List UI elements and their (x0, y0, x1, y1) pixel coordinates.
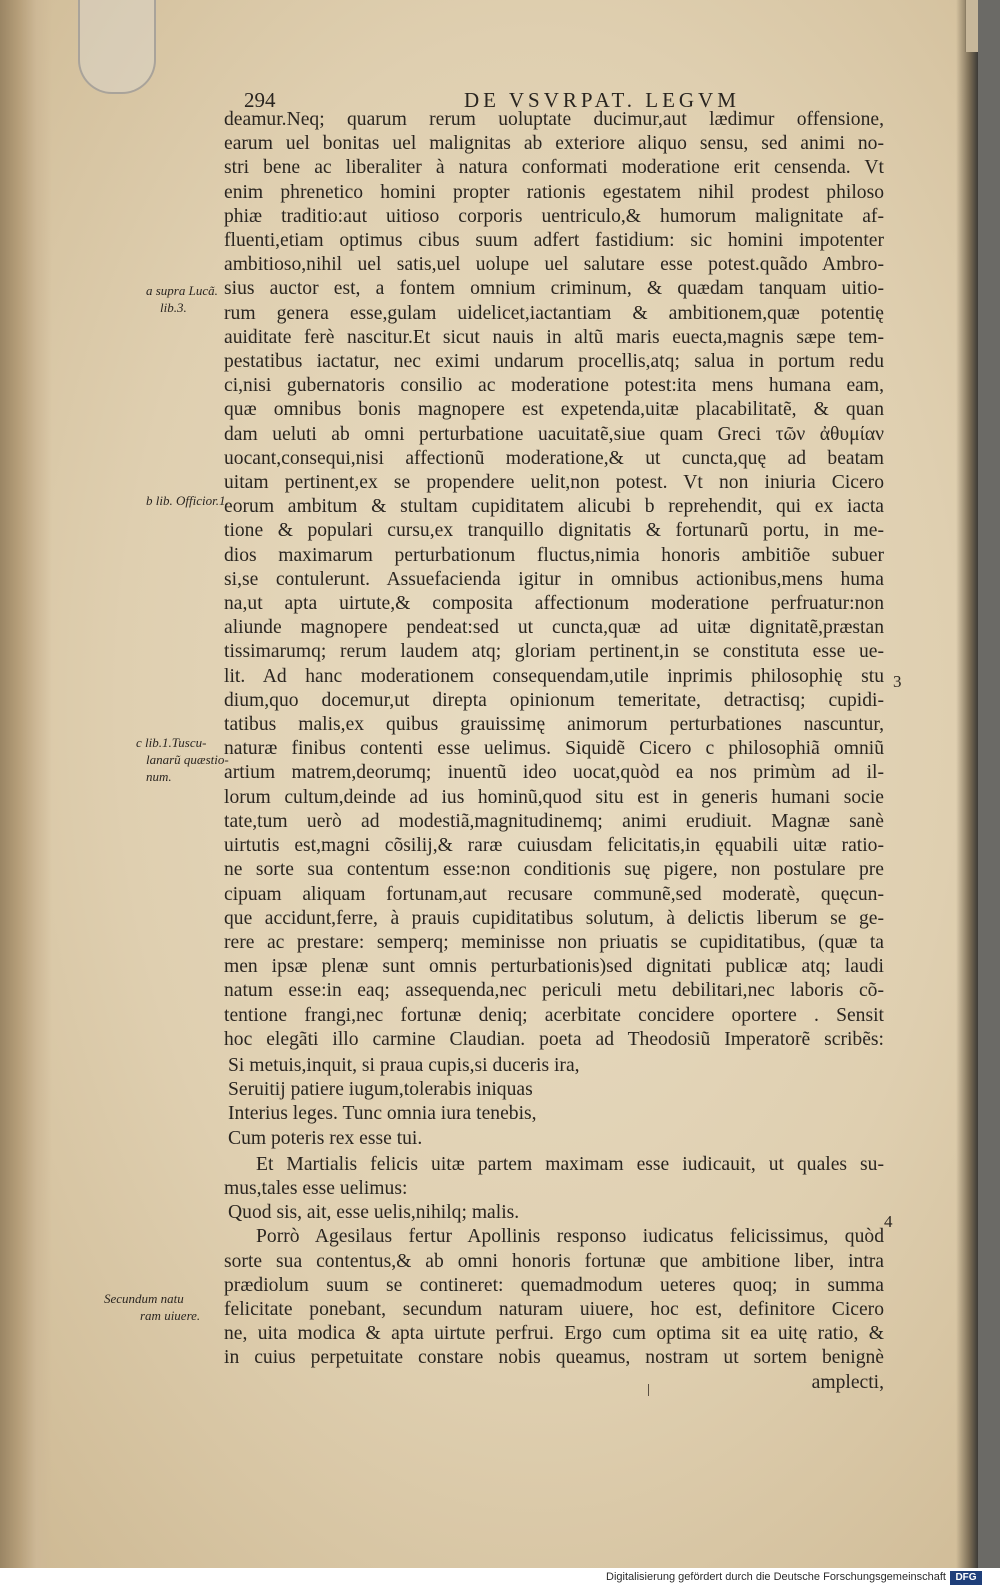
text-line: lorum cultum,deinde ad ius hominũ,quod situ est in generis humani socie (224, 786, 884, 808)
text-line: men ipsæ plenæ sunt omnis perturbationis)sed dignitati publicæ atq; laudi (224, 956, 884, 978)
text-line: ne sorte sua contentum esse:non conditionis suę pigere, non postulare pre (224, 859, 884, 881)
marginal-note-a: a supra Lucã. lib.3. (146, 283, 218, 315)
verse-claudian (224, 1054, 884, 1151)
text-line: uitam pertinent,ex se propendere uelit,non potest. Vt non iniuria Cicero (224, 472, 884, 494)
running-title: DE VSVRPAT. LEGVM (464, 88, 740, 112)
text-line: fluenti,etiam optimus cibus suum adfert fastidium: sic homini impotenter (224, 230, 884, 252)
text-line: cipuam aliquam fortunam,aut recusare communẽ,sed moderatè, quęcun- (224, 883, 884, 905)
text-line: Seruitij patiere iugum,tolerabis iniquas (228, 1079, 533, 1101)
text-line: mus,tales esse uelimus: (224, 1177, 408, 1199)
text-line: stri bene ac liberaliter à natura conformati moderatione erit censenda. Vt (224, 157, 884, 179)
section-number-4: 4 (884, 1212, 893, 1231)
text-line: rum genera esse,gulam uidelicet,iactantiam & ambitionem,quæ potentię (224, 302, 884, 324)
text-line: Interius leges. Tunc omnia iura tenebis, (228, 1103, 537, 1125)
text-line: tatibus malis,ex quibus grauissimę animorum perturbationes nascuntur, (224, 714, 884, 736)
agesilaus-paragraph (224, 1225, 884, 1370)
text-line: phiæ traditio:aut uitioso corporis uentriculo,& humorum malignitate af- (224, 205, 884, 227)
text-line: Si metuis,inquit, si praua cupis,si duceris ira, (228, 1054, 580, 1076)
text-line: lit. Ad hanc moderationem consequendam,utile inprimis philosophię stu (224, 665, 884, 687)
section-number-3: 3 (893, 672, 902, 691)
text-line: naturæ finibus contenti esse uelimus. Siquidẽ Cicero c philosophiã omniũ (224, 738, 884, 760)
text-line: hoc elegãti illo carmine Claudian. poeta ad Theodosiũ Imperatorẽ scribẽs: (224, 1028, 884, 1050)
text-line: ci,nisi gubernatoris consilio ac moderatione potest:ita mens humana eam, (224, 375, 884, 397)
text-line: ne, uita modica & apta uirtute perfrui. Ergo cum optima sit ea uitę ratio, & (224, 1323, 884, 1345)
text-line: Porrò Agesilaus fertur Apollinis responso iudicatus felicissimus, quòd (256, 1226, 884, 1248)
text-line: artium matrem,deorumq; inuentũ ideo uocat,quòd ea nos primùm ad il- (224, 762, 884, 784)
text-line: in cuius perpetuitate constare nobis queamus, nostram ut sortem benignè (224, 1347, 884, 1369)
text-line: tate,tum uerò ad modestiã,magnitudinemq; animi erudiuit. Magnæ sanè (224, 810, 884, 832)
marginal-note-d: Secundum natu ram uiuere. (104, 1291, 201, 1323)
main-text (224, 108, 884, 1395)
dfg-logo: DFG (950, 1571, 982, 1585)
text-line: dam ueluti ab omni perturbatione uacuitatẽ,siue quam Greci τῶν ἀθυμίαν (224, 423, 884, 445)
martial-paragraph (224, 1153, 884, 1201)
text-line: rere ac prestare: semperq; meminisse non priuatis se cupiditatibus, (quæ ta (224, 931, 884, 953)
text-line: natum esse:in eaq; assequenda,nec periculi metu debilitari,nec laboris cõ- (224, 980, 884, 1002)
text-line: uocant,consequi,nisi affectionũ moderatione,& ut cuncta,quę ad beatam (224, 447, 884, 469)
text-line: pestatibus iactatur, nec eximi undarum procellis,atq; salua in portum redu (224, 351, 884, 373)
text-line: sius auctor est, a fontem omnium criminum, & quædam tanquam uitio- (224, 278, 884, 300)
text-line: sorte sua contentus,& ab omni honoris fortunæ que ambitione liber, intra (224, 1250, 884, 1272)
text-line: tissimarumq; rerum laudem atq; gloriam pertinent,in se constituta esse ue- (224, 641, 884, 663)
text-line: tione & populari cursu,ex tranquillo dignitatis & fortunarũ portu, in me- (224, 520, 884, 542)
text-line: dios maximarum perturbationum fluctus,nimia honoris ambitiõe subuer (224, 544, 884, 566)
page-clip (78, 0, 156, 94)
text-line: aliunde magnopere pendeat:sed ut cuncta,quæ ad uitæ dignitatẽ,præstan (224, 617, 884, 639)
verse-martial: Quod sis, ait, esse uelis,nihilq; malis. (228, 1202, 520, 1224)
page-tab (965, 0, 978, 52)
footer-credit: Digitalisierung gefördert durch die Deutsche Forschungsgemeinschaft (606, 1571, 946, 1583)
catchword: amplecti, (811, 1371, 884, 1393)
marginal-note-b: b lib. Officior.1. (146, 493, 229, 508)
body-text (224, 108, 884, 1052)
text-line: dium,quo docemur,ut direpta opinionum temeritate, detractisq; cupidi- (224, 689, 884, 711)
text-line: prædiolum suum se contineret: quemadmodum ueteres quoq; in summa (224, 1274, 884, 1296)
text-line: na,ut apta uirtute,& composita affectionum moderatione perfruatur:non (224, 593, 884, 615)
page-edge-shadow (956, 0, 978, 1568)
printer-mark (648, 1384, 649, 1396)
text-line: ambitioso,nihil uel satis,uel uolupe uel salutare esse potest.quãdo Ambro- (224, 254, 884, 276)
text-line: enim phrenetico homini propter rationis egestatem nihil prodest philoso (224, 181, 884, 203)
text-line: si,se contulerunt. Assuefacienda igitur in omnibus actionibus,mens huma (224, 568, 884, 590)
text-line: tentione frangi,nec fortunæ deniq; acerbitate concidere oportere . Sensit (224, 1004, 884, 1026)
text-line: eorum ambitum & stultam cupiditatem alicubi b reprehendit, qui ex iacta (224, 496, 884, 518)
text-line: auiditate ferè nascitur.Et sicut nauis in altũ maris euecta,magnis sæpe tem- (224, 326, 884, 348)
text-line: deamur.Neq; quarum rerum uoluptate ducimur,aut lædimur offensione, (224, 109, 884, 130)
digitization-footer (0, 1568, 1000, 1589)
text-line: felicitate ponebant, secundum naturam uiuere, hoc est, definitore Cicero (224, 1298, 884, 1320)
text-line: Et Martialis felicis uitæ partem maximam esse iudicauit, ut quales su- (256, 1153, 884, 1175)
text-line: uirtutis est,magni cõsilij,& raræ cuiusdam felicitatis,in ęquabili uitæ ratio- (224, 835, 884, 857)
book-gutter (0, 0, 52, 1568)
marginal-note-c: c lib.1.Tuscu- lanarũ quæstio- num. (136, 735, 229, 784)
text-line: earum uel bonitas uel malignitas ab exteriore aliquo sensu, sed animi no- (224, 133, 884, 155)
page-number: 294 (244, 88, 276, 112)
text-line: que accidunt,ferre, à prauis cupiditatibus solutum, à delictis liberum se ge- (224, 907, 884, 929)
text-line: Cum poteris rex esse tui. (228, 1127, 423, 1149)
text-line: quæ omnibus bonis magnopere est expetenda,uitæ placabilitatẽ, & quan (224, 399, 884, 421)
